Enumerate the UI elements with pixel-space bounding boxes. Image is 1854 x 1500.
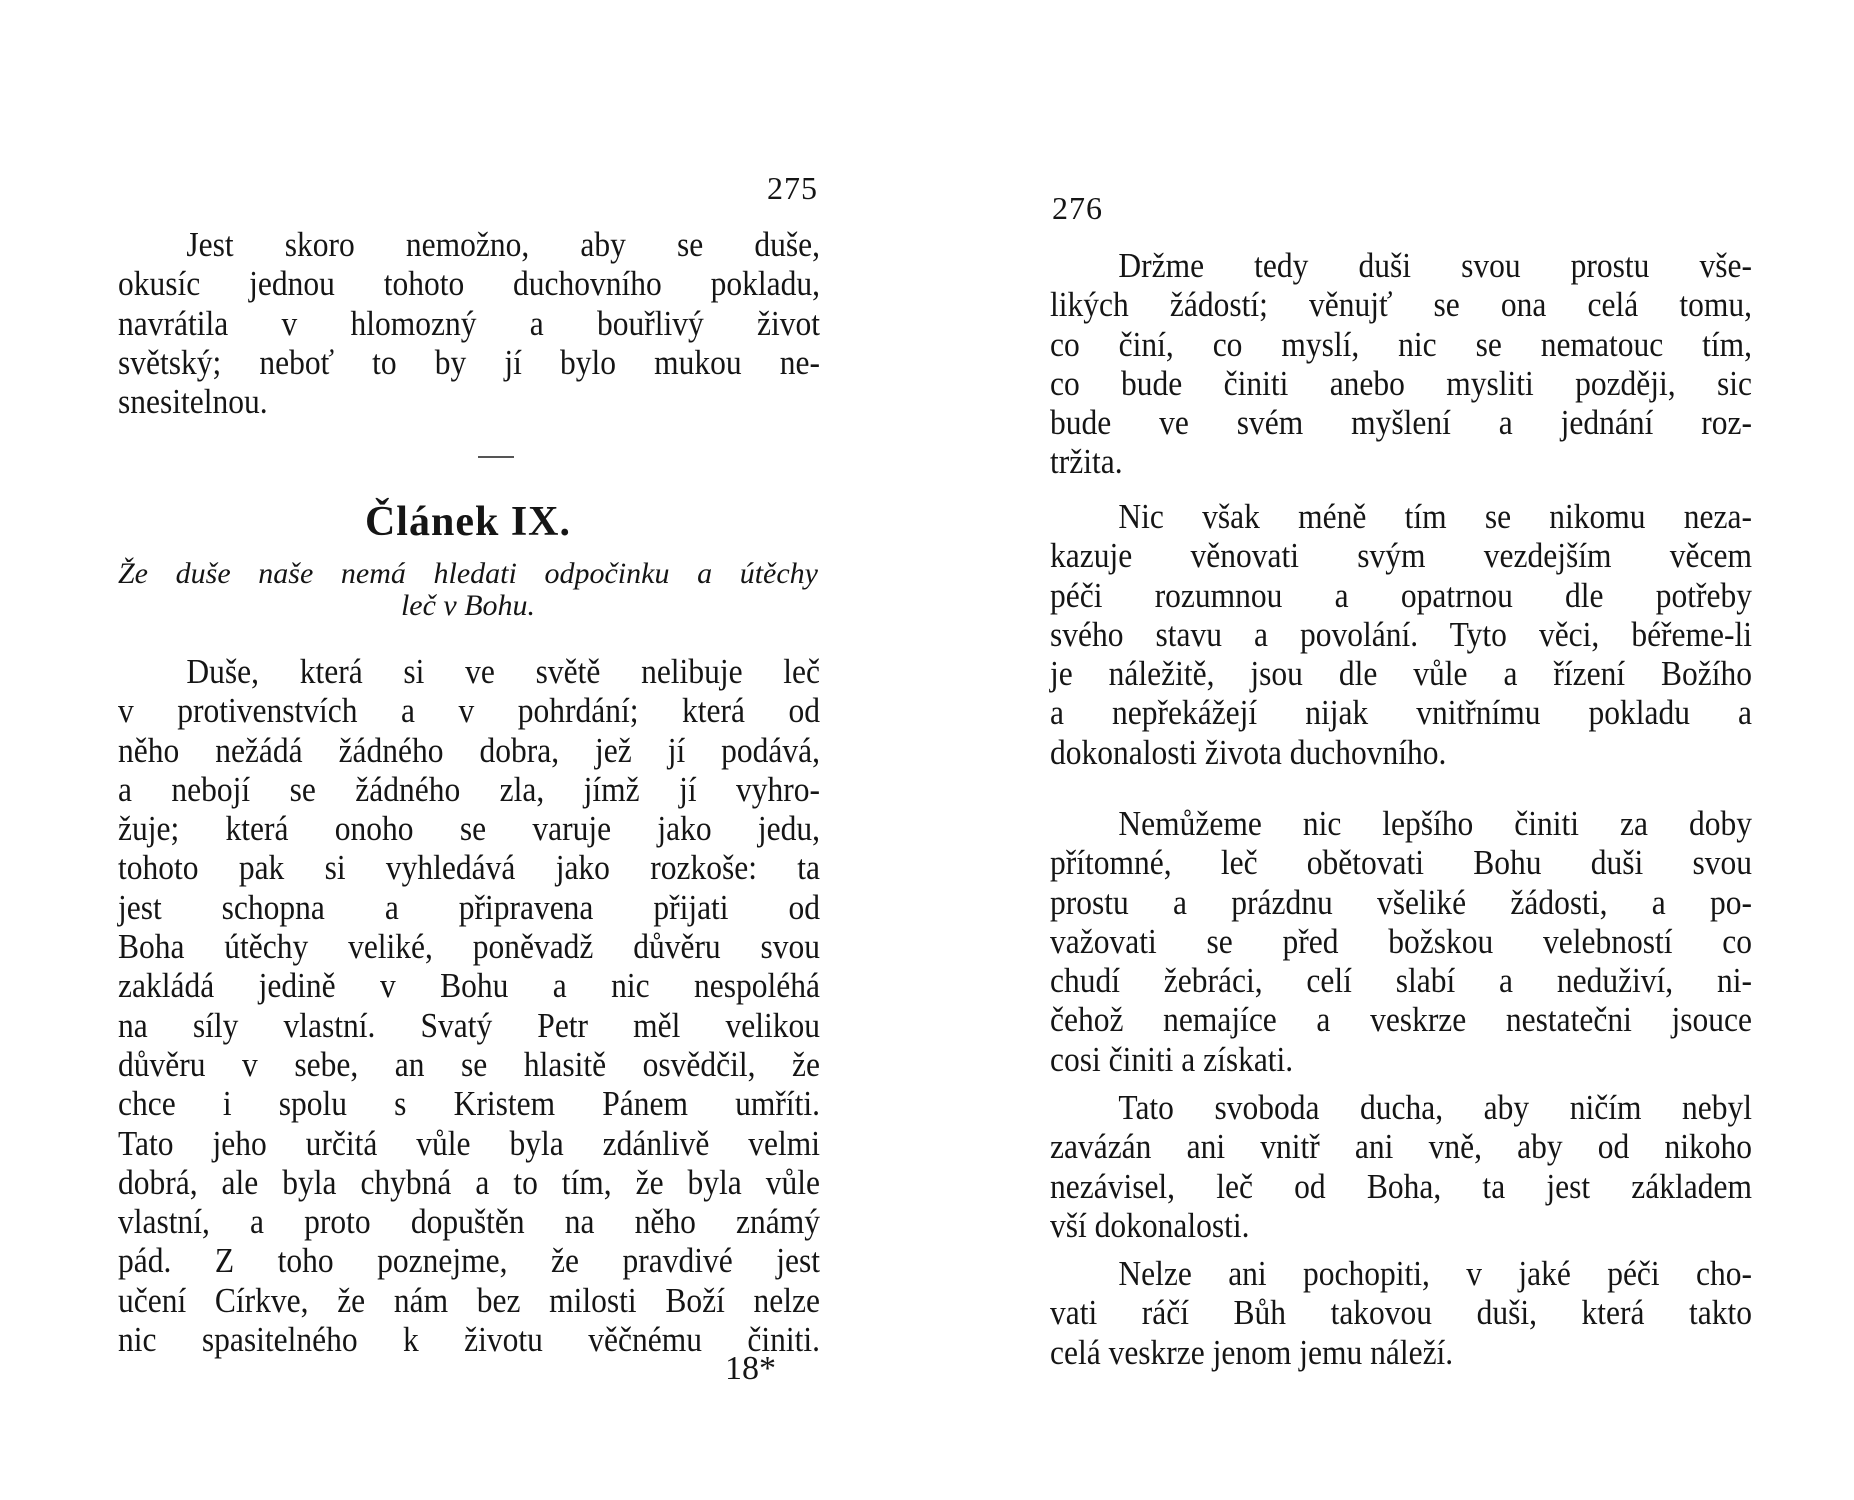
text-line: péči rozumnou a opatrnou dle potřeby xyxy=(1050,575,1752,615)
text-line: celá veskrze jenom jemu náleží. xyxy=(1050,1332,1454,1372)
text-line: vší dokonalosti. xyxy=(1050,1205,1250,1245)
text-line: chce i spolu s Kristem Pánem umříti. xyxy=(118,1084,820,1124)
text-line: dobrá, ale byla chybná a to tím, že byla vůle xyxy=(118,1162,820,1202)
text-line: zavázán ani vnitř ani vně, aby od nikoho xyxy=(1050,1127,1752,1167)
text-line: pád. Z toho poznejme, že pravdivé jest xyxy=(118,1241,820,1281)
article-heading: Článek IX. xyxy=(364,499,572,545)
page-number-right: 276 xyxy=(1052,190,1103,226)
text-line: Tato svoboda ducha, aby ničím nebyl xyxy=(1118,1088,1752,1127)
page-number-left: 275 xyxy=(767,170,818,206)
article-subtitle xyxy=(118,558,818,622)
right-paragraph-4 xyxy=(1050,1088,1752,1245)
text-line: nezávisel, leč od Boha, ta jest základem xyxy=(1050,1166,1752,1206)
right-paragraph-2 xyxy=(1050,497,1752,772)
section-divider xyxy=(478,456,514,458)
text-line: likých žádostí; věnujť se ona celá tomu, xyxy=(1050,285,1752,325)
text-line: Tato jeho určitá vůle byla zdánlivě velmi xyxy=(118,1123,820,1163)
text-line: jest schopna a připravena přijati od xyxy=(118,887,820,927)
text-line: važovati se před božskou velebností co xyxy=(1050,921,1752,961)
signature-mark: 18* xyxy=(725,1350,776,1387)
right-paragraph-3 xyxy=(1050,804,1752,1079)
text-line: vlastní, a proto dopuštěn na něho známý xyxy=(118,1202,820,1242)
text-line: bude ve svém myšlení a jednání roz- xyxy=(1050,403,1752,443)
text-line: světský; neboť to by jí bylo mukou ne- xyxy=(118,342,820,382)
text-line: kazuje věnovati svým vezdejším věcem xyxy=(1050,536,1752,576)
text-line: přítomné, leč obětovati Bohu duši svou xyxy=(1050,843,1752,883)
text-line: dokonalosti života duchovního. xyxy=(1050,732,1447,772)
text-line: na síly vlastní. Svatý Petr měl velikou xyxy=(118,1005,820,1045)
text-line: tohoto pak si vyhledává jako rozkoše: ta xyxy=(118,848,820,888)
text-line: co činí, co myslí, nic se nematouc tím, xyxy=(1050,324,1752,364)
text-line: Držme tedy duši svou prostu vše- xyxy=(1118,246,1752,285)
text-line: nic spasitelného k životu věčnému činiti. xyxy=(118,1320,820,1360)
right-page xyxy=(1050,0,1750,1500)
text-line: Boha útěchy veliké, poněvadž důvěru svou xyxy=(118,927,820,967)
text-line: vati ráčí Bůh takovou duši, která takto xyxy=(1050,1293,1752,1333)
text-line: svého stavu a povolání. Tyto věci, béřeme-li xyxy=(1050,614,1752,654)
text-line: Jest skoro nemožno, aby se duše, xyxy=(186,225,820,264)
text-line: je náležitě, jsou dle vůle a řízení Božího xyxy=(1050,654,1752,694)
text-line: snesitelnou. xyxy=(118,382,268,422)
subtitle-line: leč v Bohu. xyxy=(400,589,536,622)
text-line: a nepřekážejí nijak vnitřnímu pokladu a xyxy=(1050,693,1752,733)
text-line: navrátila v hlomozný a bouřlivý život xyxy=(118,303,820,343)
text-line: žuje; která onoho se varuje jako jedu, xyxy=(118,809,820,849)
text-line: něho nežádá žádného dobra, jež jí podává, xyxy=(118,730,820,770)
text-line: Nic však méně tím se nikomu neza- xyxy=(1118,497,1752,536)
text-line: chudí žebráci, celí slabí a neduživí, ni- xyxy=(1050,961,1752,1001)
text-line: učení Církve, že nám bez milosti Boží nelze xyxy=(118,1280,820,1320)
text-line: Duše, která si ve světě nelibuje leč xyxy=(186,652,820,691)
subtitle-line: Že duše naše nemá hledati odpočinku a útěchy xyxy=(118,557,818,590)
text-line: v protivenstvích a v pohrdání; která od xyxy=(118,691,820,731)
right-paragraph-5 xyxy=(1050,1254,1752,1372)
left-page xyxy=(118,0,818,1500)
text-line: důvěru v sebe, an se hlasitě osvědčil, že xyxy=(118,1044,820,1084)
left-paragraph-1 xyxy=(118,225,820,421)
text-line: Nemůžeme nic lepšího činiti za doby xyxy=(1118,804,1752,843)
text-line: a nebojí se žádného zla, jímž jí vyhro- xyxy=(118,769,820,809)
left-paragraph-2 xyxy=(118,652,820,1359)
text-line: Nelze ani pochopiti, v jaké péči cho- xyxy=(1118,1254,1752,1293)
text-line: cosi činiti a získati. xyxy=(1050,1039,1294,1079)
text-line: čehož nemajíce a veskrze nestatečni jsouce xyxy=(1050,1000,1752,1040)
right-paragraph-1 xyxy=(1050,246,1752,482)
text-line: tržita. xyxy=(1050,442,1123,482)
text-line: okusíc jednou tohoto duchovního pokladu, xyxy=(118,264,820,304)
text-line: zakládá jedině v Bohu a nic nespoléhá xyxy=(118,966,820,1006)
text-line: prostu a prázdnu všeliké žádosti, a po- xyxy=(1050,882,1752,922)
text-line: co bude činiti anebo mysliti později, sic xyxy=(1050,363,1752,403)
